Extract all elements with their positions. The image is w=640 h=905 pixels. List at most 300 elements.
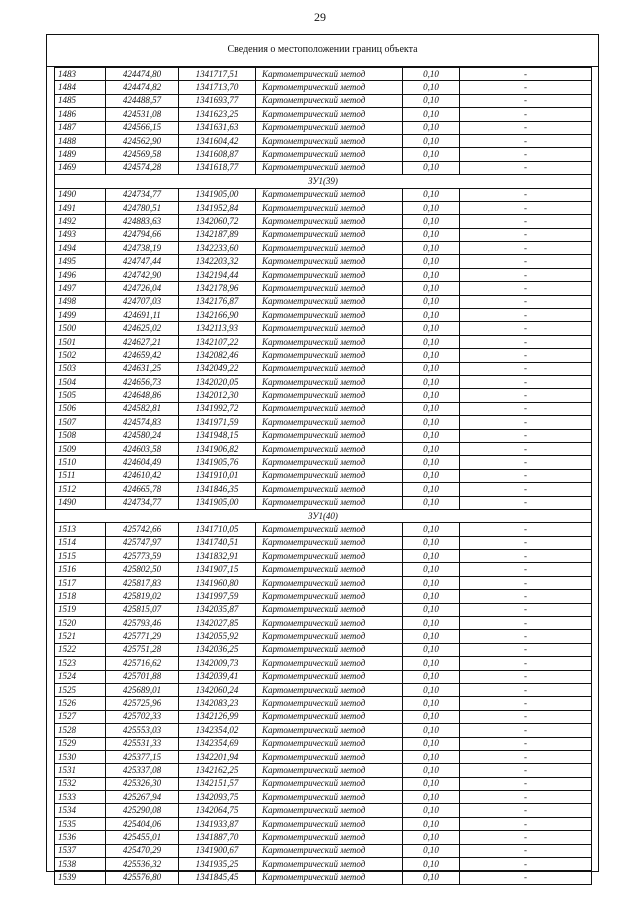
method-cell: Картометрический метод: [256, 215, 403, 228]
table-row: [55, 335, 592, 348]
method-cell: Картометрический метод: [256, 576, 403, 589]
method-cell: Картометрический метод: [256, 737, 403, 750]
x-coordinate-cell: 424603,58: [106, 442, 179, 455]
point-number-cell: 1533: [55, 791, 106, 804]
table-title: Сведения о местоположении границ объекта: [47, 35, 598, 67]
x-coordinate-cell: 425771,29: [106, 630, 179, 643]
x-coordinate-cell: 425817,83: [106, 576, 179, 589]
x-coordinate-cell: 425337,08: [106, 764, 179, 777]
note-cell: -: [460, 590, 592, 603]
x-coordinate-cell: 425802,50: [106, 563, 179, 576]
table-row: [55, 523, 592, 536]
method-cell: Картометрический метод: [256, 804, 403, 817]
x-coordinate-cell: 425742,66: [106, 523, 179, 536]
x-coordinate-cell: 425701,88: [106, 670, 179, 683]
method-cell: Картометрический метод: [256, 536, 403, 549]
method-cell: Картометрический метод: [256, 750, 403, 763]
y-coordinate-cell: 1341900,67: [179, 844, 256, 857]
point-number-cell: 1508: [55, 429, 106, 442]
method-cell: Картометрический метод: [256, 858, 403, 871]
x-coordinate-cell: 424659,42: [106, 349, 179, 362]
method-cell: Картометрический метод: [256, 442, 403, 455]
y-coordinate-cell: 1341631,63: [179, 121, 256, 134]
x-coordinate-cell: 425747,97: [106, 536, 179, 549]
accuracy-cell: 0,10: [403, 121, 460, 134]
table-row: [55, 858, 592, 871]
y-coordinate-cell: 1342203,32: [179, 255, 256, 268]
point-number-cell: 1524: [55, 670, 106, 683]
accuracy-cell: 0,10: [403, 871, 460, 884]
point-number-cell: 1523: [55, 657, 106, 670]
note-cell: -: [460, 201, 592, 214]
point-number-cell: 1527: [55, 710, 106, 723]
y-coordinate-cell: 1341717,51: [179, 68, 256, 81]
accuracy-cell: 0,10: [403, 750, 460, 763]
accuracy-cell: 0,10: [403, 309, 460, 322]
accuracy-cell: 0,10: [403, 858, 460, 871]
point-number-cell: 1485: [55, 94, 106, 107]
point-number-cell: 1506: [55, 402, 106, 415]
table-row: [55, 442, 592, 455]
point-number-cell: 1491: [55, 201, 106, 214]
method-cell: Картометрический метод: [256, 523, 403, 536]
y-coordinate-cell: 1341623,25: [179, 108, 256, 121]
accuracy-cell: 0,10: [403, 724, 460, 737]
table-row: [55, 81, 592, 94]
note-cell: -: [460, 871, 592, 884]
x-coordinate-cell: 424691,11: [106, 309, 179, 322]
y-coordinate-cell: 1342176,87: [179, 295, 256, 308]
note-cell: -: [460, 536, 592, 549]
y-coordinate-cell: 1342187,89: [179, 228, 256, 241]
table-row: [55, 429, 592, 442]
x-coordinate-cell: 425531,33: [106, 737, 179, 750]
point-number-cell: 1530: [55, 750, 106, 763]
point-number-cell: 1531: [55, 764, 106, 777]
note-cell: -: [460, 242, 592, 255]
method-cell: Картометрический метод: [256, 871, 403, 884]
point-number-cell: 1495: [55, 255, 106, 268]
point-number-cell: 1515: [55, 550, 106, 563]
method-cell: Картометрический метод: [256, 335, 403, 348]
table-row: [55, 576, 592, 589]
table-row: [55, 871, 592, 884]
table-row: [55, 134, 592, 147]
x-coordinate-cell: 425553,03: [106, 724, 179, 737]
note-cell: -: [460, 375, 592, 388]
note-cell: -: [460, 268, 592, 281]
method-cell: Картометрический метод: [256, 590, 403, 603]
note-cell: -: [460, 442, 592, 455]
table-row: [55, 469, 592, 482]
accuracy-cell: 0,10: [403, 817, 460, 830]
y-coordinate-cell: 1341948,15: [179, 429, 256, 442]
point-number-cell: 1513: [55, 523, 106, 536]
table-row: [55, 389, 592, 402]
table-row: [55, 375, 592, 388]
accuracy-cell: 0,10: [403, 255, 460, 268]
x-coordinate-cell: 425716,62: [106, 657, 179, 670]
accuracy-cell: 0,10: [403, 483, 460, 496]
point-number-cell: 1512: [55, 483, 106, 496]
accuracy-cell: 0,10: [403, 804, 460, 817]
note-cell: -: [460, 121, 592, 134]
note-cell: -: [460, 161, 592, 174]
accuracy-cell: 0,10: [403, 697, 460, 710]
point-number-cell: 1484: [55, 81, 106, 94]
accuracy-cell: 0,10: [403, 295, 460, 308]
x-coordinate-cell: 424648,86: [106, 389, 179, 402]
x-coordinate-cell: 424656,73: [106, 375, 179, 388]
method-cell: Картометрический метод: [256, 496, 403, 509]
note-cell: -: [460, 764, 592, 777]
method-cell: Картометрический метод: [256, 242, 403, 255]
table-row: [55, 750, 592, 763]
accuracy-cell: 0,10: [403, 242, 460, 255]
point-number-cell: 1509: [55, 442, 106, 455]
accuracy-cell: 0,10: [403, 94, 460, 107]
accuracy-cell: 0,10: [403, 402, 460, 415]
note-cell: -: [460, 416, 592, 429]
section-label: ЗУ1(40): [55, 509, 592, 522]
y-coordinate-cell: 1342060,72: [179, 215, 256, 228]
accuracy-cell: 0,10: [403, 268, 460, 281]
point-number-cell: 1489: [55, 148, 106, 161]
note-cell: -: [460, 697, 592, 710]
accuracy-cell: 0,10: [403, 201, 460, 214]
table-row: [55, 496, 592, 509]
y-coordinate-cell: 1341992,72: [179, 402, 256, 415]
note-cell: -: [460, 282, 592, 295]
y-coordinate-cell: 1342036,25: [179, 643, 256, 656]
method-cell: Картометрический метод: [256, 68, 403, 81]
point-number-cell: 1507: [55, 416, 106, 429]
point-number-cell: 1537: [55, 844, 106, 857]
table-row: [55, 791, 592, 804]
note-cell: -: [460, 777, 592, 790]
accuracy-cell: 0,10: [403, 456, 460, 469]
point-number-cell: 1522: [55, 643, 106, 656]
note-cell: -: [460, 349, 592, 362]
method-cell: Картометрический метод: [256, 94, 403, 107]
note-cell: -: [460, 804, 592, 817]
note-cell: -: [460, 831, 592, 844]
method-cell: Картометрический метод: [256, 295, 403, 308]
point-number-cell: 1535: [55, 817, 106, 830]
accuracy-cell: 0,10: [403, 844, 460, 857]
table-row: [55, 536, 592, 549]
x-coordinate-cell: 424738,19: [106, 242, 179, 255]
method-cell: Картометрический метод: [256, 416, 403, 429]
note-cell: -: [460, 134, 592, 147]
point-number-cell: 1490: [55, 496, 106, 509]
note-cell: -: [460, 335, 592, 348]
accuracy-cell: 0,10: [403, 81, 460, 94]
point-number-cell: 1536: [55, 831, 106, 844]
y-coordinate-cell: 1342009,73: [179, 657, 256, 670]
coordinates-table: [54, 67, 592, 885]
x-coordinate-cell: 424734,77: [106, 188, 179, 201]
section-header-row: [55, 175, 592, 188]
method-cell: Картометрический метод: [256, 362, 403, 375]
point-number-cell: 1504: [55, 375, 106, 388]
table-row: [55, 282, 592, 295]
point-number-cell: 1517: [55, 576, 106, 589]
table-row: [55, 724, 592, 737]
y-coordinate-cell: 1342151,57: [179, 777, 256, 790]
table-row: [55, 683, 592, 696]
y-coordinate-cell: 1341740,51: [179, 536, 256, 549]
note-cell: -: [460, 683, 592, 696]
accuracy-cell: 0,10: [403, 737, 460, 750]
method-cell: Картометрический метод: [256, 643, 403, 656]
accuracy-cell: 0,10: [403, 576, 460, 589]
note-cell: -: [460, 108, 592, 121]
y-coordinate-cell: 1341846,35: [179, 483, 256, 496]
method-cell: Картометрический метод: [256, 724, 403, 737]
accuracy-cell: 0,10: [403, 416, 460, 429]
table-row: [55, 483, 592, 496]
point-number-cell: 1502: [55, 349, 106, 362]
note-cell: -: [460, 483, 592, 496]
note-cell: -: [460, 295, 592, 308]
y-coordinate-cell: 1342354,69: [179, 737, 256, 750]
table-row: [55, 362, 592, 375]
point-number-cell: 1532: [55, 777, 106, 790]
y-coordinate-cell: 1341935,25: [179, 858, 256, 871]
y-coordinate-cell: 1342039,41: [179, 670, 256, 683]
table-row: [55, 228, 592, 241]
accuracy-cell: 0,10: [403, 349, 460, 362]
table-row: [55, 617, 592, 630]
x-coordinate-cell: 425290,08: [106, 804, 179, 817]
method-cell: Картометрический метод: [256, 81, 403, 94]
x-coordinate-cell: 424794,66: [106, 228, 179, 241]
y-coordinate-cell: 1342233,60: [179, 242, 256, 255]
y-coordinate-cell: 1341960,80: [179, 576, 256, 589]
note-cell: -: [460, 148, 592, 161]
y-coordinate-cell: 1341693,77: [179, 94, 256, 107]
x-coordinate-cell: 424574,83: [106, 416, 179, 429]
y-coordinate-cell: 1341604,42: [179, 134, 256, 147]
point-number-cell: 1528: [55, 724, 106, 737]
point-number-cell: 1486: [55, 108, 106, 121]
y-coordinate-cell: 1342082,46: [179, 349, 256, 362]
note-cell: -: [460, 563, 592, 576]
method-cell: Картометрический метод: [256, 349, 403, 362]
method-cell: Картометрический метод: [256, 657, 403, 670]
accuracy-cell: 0,10: [403, 683, 460, 696]
y-coordinate-cell: 1342049,22: [179, 362, 256, 375]
point-number-cell: 1483: [55, 68, 106, 81]
x-coordinate-cell: 424488,57: [106, 94, 179, 107]
method-cell: Картометрический метод: [256, 161, 403, 174]
note-cell: -: [460, 322, 592, 335]
note-cell: -: [460, 576, 592, 589]
y-coordinate-cell: 1341907,15: [179, 563, 256, 576]
y-coordinate-cell: 1341906,82: [179, 442, 256, 455]
y-coordinate-cell: 1341933,87: [179, 817, 256, 830]
table-row: [55, 844, 592, 857]
note-cell: -: [460, 603, 592, 616]
table-row: [55, 563, 592, 576]
x-coordinate-cell: 424562,90: [106, 134, 179, 147]
accuracy-cell: 0,10: [403, 161, 460, 174]
table-row: [55, 657, 592, 670]
y-coordinate-cell: 1342201,94: [179, 750, 256, 763]
x-coordinate-cell: 425377,15: [106, 750, 179, 763]
x-coordinate-cell: 425326,30: [106, 777, 179, 790]
x-coordinate-cell: 425815,07: [106, 603, 179, 616]
point-number-cell: 1526: [55, 697, 106, 710]
accuracy-cell: 0,10: [403, 335, 460, 348]
y-coordinate-cell: 1342083,23: [179, 697, 256, 710]
note-cell: -: [460, 750, 592, 763]
method-cell: Картометрический метод: [256, 456, 403, 469]
y-coordinate-cell: 1341905,00: [179, 496, 256, 509]
accuracy-cell: 0,10: [403, 282, 460, 295]
note-cell: -: [460, 858, 592, 871]
method-cell: Картометрический метод: [256, 322, 403, 335]
method-cell: Картометрический метод: [256, 389, 403, 402]
table-row: [55, 831, 592, 844]
point-number-cell: 1514: [55, 536, 106, 549]
table-row: [55, 309, 592, 322]
table-row: [55, 188, 592, 201]
x-coordinate-cell: 424726,04: [106, 282, 179, 295]
x-coordinate-cell: 424566,15: [106, 121, 179, 134]
method-cell: Картометрический метод: [256, 603, 403, 616]
accuracy-cell: 0,10: [403, 670, 460, 683]
y-coordinate-cell: 1342194,44: [179, 268, 256, 281]
y-coordinate-cell: 1342020,05: [179, 375, 256, 388]
point-number-cell: 1505: [55, 389, 106, 402]
method-cell: Картометрический метод: [256, 469, 403, 482]
method-cell: Картометрический метод: [256, 201, 403, 214]
method-cell: Картометрический метод: [256, 670, 403, 683]
accuracy-cell: 0,10: [403, 550, 460, 563]
accuracy-cell: 0,10: [403, 777, 460, 790]
table-row: [55, 670, 592, 683]
x-coordinate-cell: 425793,46: [106, 617, 179, 630]
page-number: 29: [314, 10, 326, 24]
accuracy-cell: 0,10: [403, 375, 460, 388]
table-row: [55, 550, 592, 563]
y-coordinate-cell: 1341713,70: [179, 81, 256, 94]
note-cell: -: [460, 215, 592, 228]
accuracy-cell: 0,10: [403, 710, 460, 723]
y-coordinate-cell: 1341618,77: [179, 161, 256, 174]
method-cell: Картометрический метод: [256, 309, 403, 322]
point-number-cell: 1500: [55, 322, 106, 335]
point-number-cell: 1525: [55, 683, 106, 696]
point-number-cell: 1529: [55, 737, 106, 750]
accuracy-cell: 0,10: [403, 68, 460, 81]
note-cell: -: [460, 523, 592, 536]
note-cell: -: [460, 791, 592, 804]
table-row: [55, 148, 592, 161]
accuracy-cell: 0,10: [403, 643, 460, 656]
method-cell: Картометрический метод: [256, 268, 403, 281]
accuracy-cell: 0,10: [403, 563, 460, 576]
x-coordinate-cell: 424883,63: [106, 215, 179, 228]
note-cell: -: [460, 617, 592, 630]
x-coordinate-cell: 424610,42: [106, 469, 179, 482]
x-coordinate-cell: 424604,49: [106, 456, 179, 469]
point-number-cell: 1496: [55, 268, 106, 281]
table-row: [55, 817, 592, 830]
accuracy-cell: 0,10: [403, 590, 460, 603]
accuracy-cell: 0,10: [403, 523, 460, 536]
method-cell: Картометрический метод: [256, 148, 403, 161]
point-number-cell: 1518: [55, 590, 106, 603]
table-row: [55, 268, 592, 281]
y-coordinate-cell: 1342113,93: [179, 322, 256, 335]
table-row: [55, 643, 592, 656]
accuracy-cell: 0,10: [403, 228, 460, 241]
method-cell: Картометрический метод: [256, 683, 403, 696]
note-cell: -: [460, 309, 592, 322]
method-cell: Картометрический метод: [256, 188, 403, 201]
x-coordinate-cell: 424707,03: [106, 295, 179, 308]
method-cell: Картометрический метод: [256, 375, 403, 388]
y-coordinate-cell: 1341905,00: [179, 188, 256, 201]
table-row: [55, 295, 592, 308]
table-row: [55, 710, 592, 723]
y-coordinate-cell: 1341997,59: [179, 590, 256, 603]
x-coordinate-cell: 424474,82: [106, 81, 179, 94]
method-cell: Картометрический метод: [256, 121, 403, 134]
point-number-cell: 1516: [55, 563, 106, 576]
method-cell: Картометрический метод: [256, 844, 403, 857]
table-row: [55, 737, 592, 750]
y-coordinate-cell: 1341608,87: [179, 148, 256, 161]
method-cell: Картометрический метод: [256, 228, 403, 241]
y-coordinate-cell: 1341710,05: [179, 523, 256, 536]
y-coordinate-cell: 1342012,30: [179, 389, 256, 402]
point-number-cell: 1499: [55, 309, 106, 322]
y-coordinate-cell: 1341905,76: [179, 456, 256, 469]
x-coordinate-cell: 425751,28: [106, 643, 179, 656]
method-cell: Картометрический метод: [256, 134, 403, 147]
section-label: ЗУ1(39): [55, 175, 592, 188]
y-coordinate-cell: 1342107,22: [179, 335, 256, 348]
y-coordinate-cell: 1341971,59: [179, 416, 256, 429]
x-coordinate-cell: 424747,44: [106, 255, 179, 268]
x-coordinate-cell: 424734,77: [106, 496, 179, 509]
method-cell: Картометрический метод: [256, 550, 403, 563]
method-cell: Картометрический метод: [256, 402, 403, 415]
table-row: [55, 764, 592, 777]
x-coordinate-cell: 424665,78: [106, 483, 179, 496]
y-coordinate-cell: 1342166,90: [179, 309, 256, 322]
point-number-cell: 1539: [55, 871, 106, 884]
table-row: [55, 804, 592, 817]
x-coordinate-cell: 425267,94: [106, 791, 179, 804]
table-row: [55, 255, 592, 268]
point-number-cell: 1511: [55, 469, 106, 482]
point-number-cell: 1498: [55, 295, 106, 308]
table-row: [55, 402, 592, 415]
table-row: [55, 603, 592, 616]
section-header-row: [55, 509, 592, 522]
point-number-cell: 1510: [55, 456, 106, 469]
note-cell: -: [460, 710, 592, 723]
y-coordinate-cell: 1342064,75: [179, 804, 256, 817]
note-cell: -: [460, 402, 592, 415]
note-cell: -: [460, 844, 592, 857]
note-cell: -: [460, 228, 592, 241]
